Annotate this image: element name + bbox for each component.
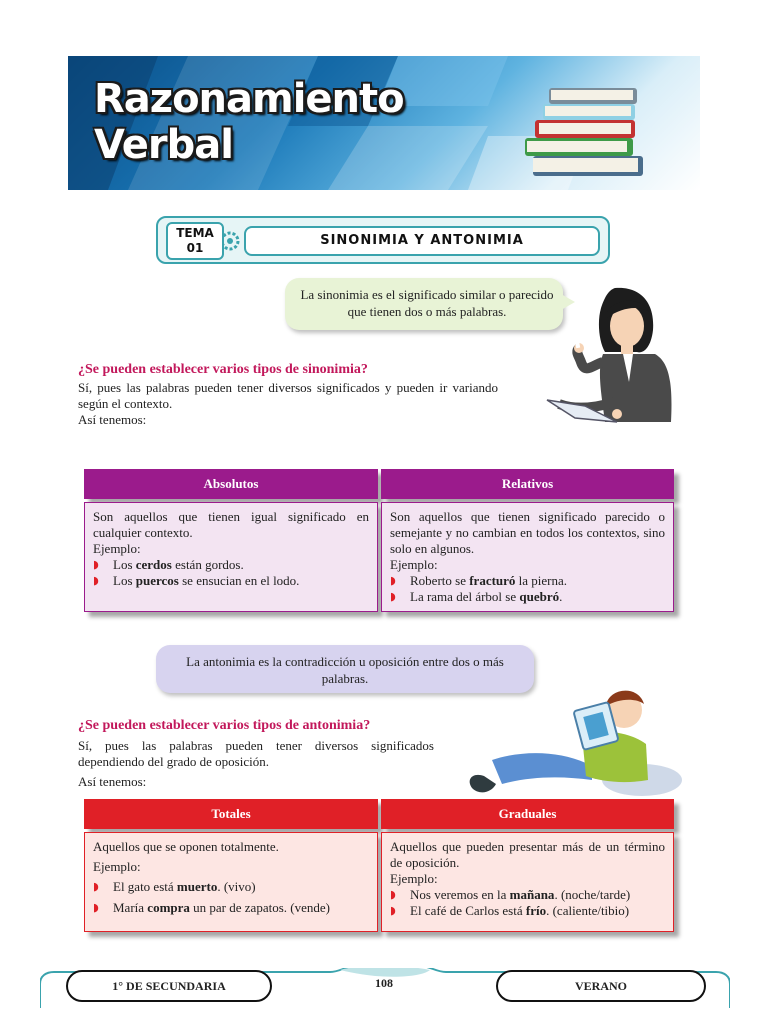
table-cell-totales: Aquellos que se oponen totalmente. Ejemplo: ◗ El gato está muerto. (vivo) ◗ María compra un par de zapatos. (vende)	[84, 832, 378, 932]
footer-grade: 1° DE SECUNDARIA	[66, 970, 272, 1002]
sinonimia-answer: Sí, pues las palabras pueden tener diversos significados y pueden ir variando según el contexto.	[78, 380, 498, 411]
books-stack-icon	[513, 78, 653, 188]
header-banner	[68, 56, 700, 190]
table-cell-absolutos: Son aquellos que tienen igual significado en cualquier contexto. Ejemplo: ◗ Los cerdos están gordos. ◗ Los puercos se ensucian en el lodo.	[84, 502, 378, 612]
list-item: ◗ Nos veremos en la mañana. (noche/tarde)	[390, 887, 665, 903]
table-cell-relativos: Son aquellos que tienen significado parecido o semejante y no cambian en todos los contextos, sino solo en algunos. Ejemplo: ◗ Roberto se fracturó la pierna. ◗ La rama del árbol se quebró.	[381, 502, 674, 612]
list-item: ◗ Los cerdos están gordos.	[93, 557, 369, 573]
antonimia-definition-bubble: La antonimia es la contradicción u oposición entre dos o más palabras.	[156, 645, 534, 693]
gear-icon	[224, 226, 242, 256]
sinonimia-intro: Así tenemos:	[78, 412, 147, 427]
list-item: ◗ María compra un par de zapatos. (vende)	[93, 900, 369, 916]
boy-reading-illustration	[462, 680, 684, 800]
page-number: 108	[375, 976, 393, 990]
antonimia-answer: Sí, pues las palabras pueden tener diversos significados dependiendo del grado de oposición.	[78, 738, 434, 769]
table-header-totales: Totales	[84, 799, 378, 829]
list-item: ◗ Los puercos se ensucian en el lodo.	[93, 573, 369, 589]
tema-title: SINONIMIA Y ANTONIMIA	[244, 226, 600, 256]
table-cell-graduales: Aquellos que pueden presentar más de un término de oposición. Ejemplo: ◗ Nos veremos en la mañana. (noche/tarde) ◗ El café de Carlos está frío. (caliente/tibio)	[381, 832, 674, 932]
antonimia-question: ¿Se pueden establecer varios tipos de antonimia?	[78, 718, 371, 733]
sinonimia-definition-bubble: La sinonimia es el significado similar o parecido que tienen dos o más palabras.	[285, 278, 563, 330]
list-item: ◗ El gato está muerto. (vivo)	[93, 879, 369, 895]
sinonimia-question: ¿Se pueden establecer varios tipos de sinonimia?	[78, 362, 368, 377]
table-header-relativos: Relativos	[381, 469, 674, 499]
tema-label: TEMA 01	[166, 222, 224, 260]
tema-box	[156, 216, 610, 264]
table-header-graduales: Graduales	[381, 799, 674, 829]
list-item: ◗ Roberto se fracturó la pierna.	[390, 573, 665, 589]
page-title: Razonamiento Verbal	[94, 76, 404, 168]
table-header-absolutos: Absolutos	[84, 469, 378, 499]
list-item: ◗ El café de Carlos está frío. (caliente/tibio)	[390, 903, 665, 919]
list-item: ◗ La rama del árbol se quebró.	[390, 589, 665, 605]
teacher-illustration	[545, 282, 680, 432]
antonimia-intro: Así tenemos:	[78, 774, 147, 789]
footer-season: VERANO	[496, 970, 706, 1002]
